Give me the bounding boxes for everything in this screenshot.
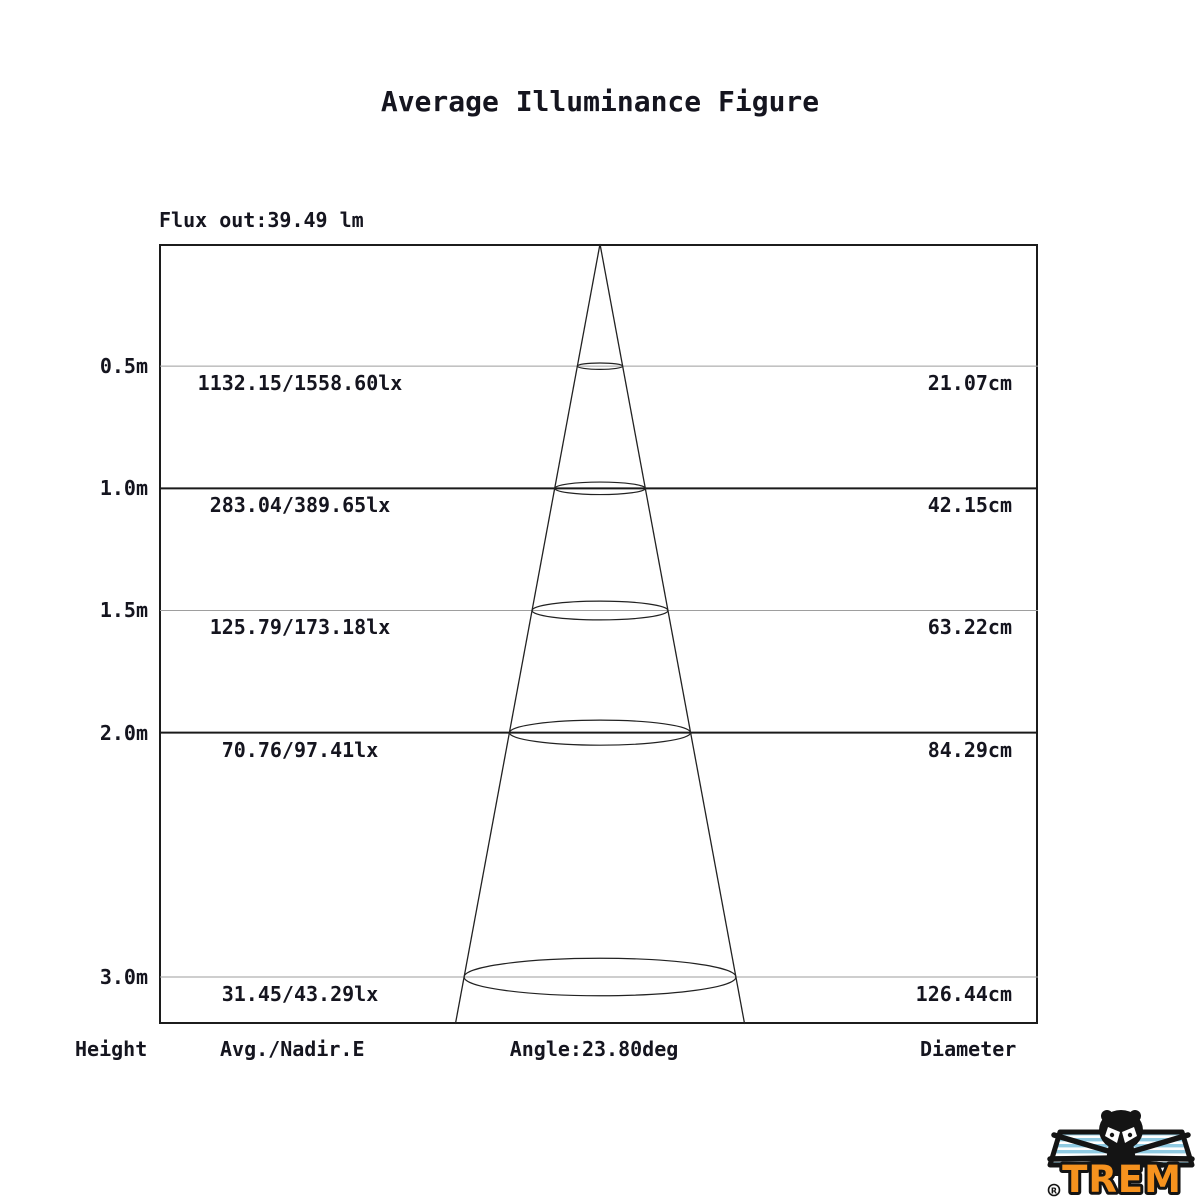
cone-edge-line [455,244,600,1024]
registered-trademark-icon [1049,1185,1060,1196]
diameter-value: 42.15cm [927,493,1012,518]
axis-label-diameter: Diameter [920,1037,1017,1061]
height-tick-label: 3.0m [99,964,148,989]
trem-logo [1046,1102,1196,1198]
beam-spot-ellipses [464,363,736,996]
avg-nadir-value: 1132.15/1558.60lx [197,371,403,396]
page-title: Average Illuminance Figure [380,85,820,118]
avg-nadir-value: 31.45/43.29lx [221,981,379,1006]
height-tick-label: 0.5m [99,354,148,379]
avg-nadir-value: 125.79/173.18lx [209,615,391,640]
height-tick-label: 2.0m [99,720,148,745]
height-tick-label: 1.5m [99,598,148,623]
axis-label-avg-nadir: Avg./Nadir.E [220,1037,365,1061]
diameter-value: 21.07cm [927,371,1012,396]
beam-cone-lines [455,244,744,1024]
axis-label-height: Height [75,1037,148,1061]
svg-text:R: R [1050,1186,1058,1196]
avg-nadir-value: 283.04/389.65lx [209,493,391,518]
height-gridlines [160,366,1038,977]
cone-edge-line [600,244,745,1024]
diameter-value: 126.44cm [915,981,1012,1006]
beam-angle-label: Angle:23.80deg [509,1037,679,1061]
flux-out-label: Flux out:39.49 lm [159,208,364,232]
height-tick-label: 1.0m [99,476,148,501]
logo-wordmark: TREM [1062,1158,1182,1198]
avg-nadir-value: 70.76/97.41lx [221,737,379,762]
diameter-value: 63.22cm [927,615,1012,640]
diameter-value: 84.29cm [927,737,1012,762]
